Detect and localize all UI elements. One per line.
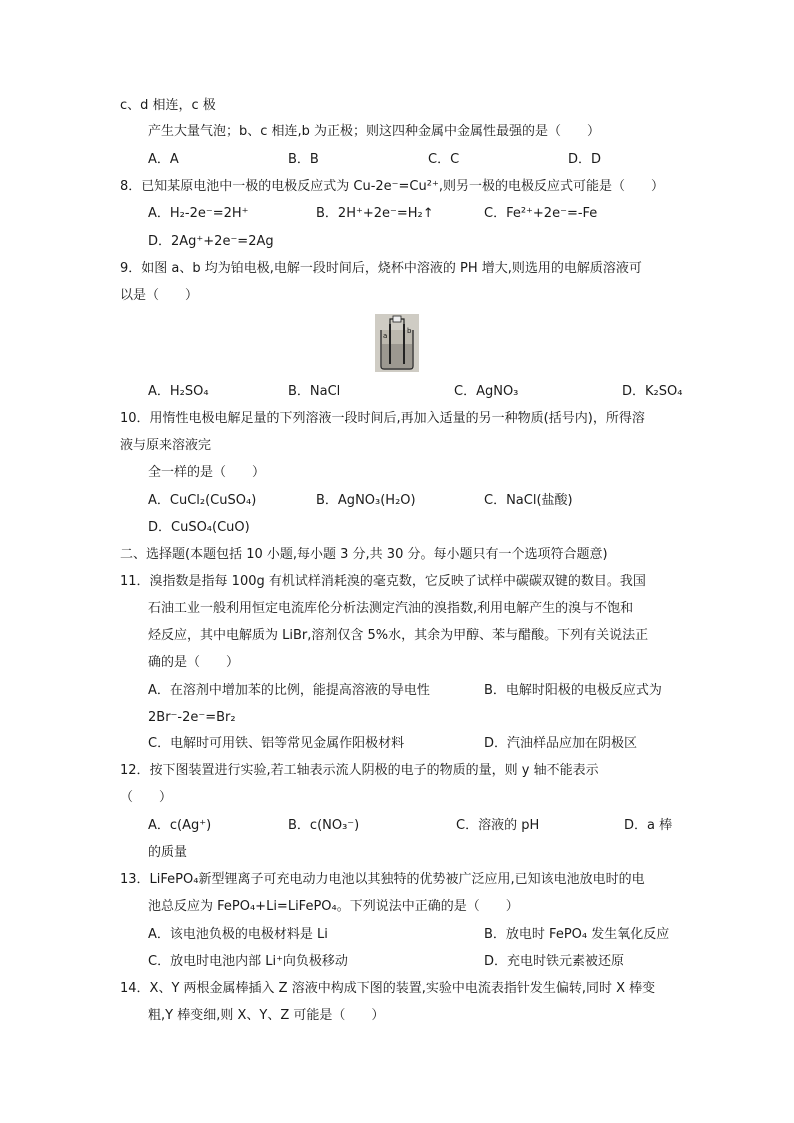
question-13: 13．LiFePO₄新型锂离子可充电动力电池以其独特的优势被广泛应用,已知该电池放电时的电 <box>120 872 645 887</box>
option-c: C．NaCl(盐酸) <box>484 493 573 508</box>
question-8: 8．已知某原电池中一极的电极反应式为 Cu-2e⁻=Cu²⁺,则另一极的电极反应式可能是（ ） <box>120 179 664 194</box>
option-d: D．2Ag⁺+2e⁻=2Ag <box>148 234 274 249</box>
label-a: a <box>383 332 388 340</box>
option-c: C．C <box>428 152 460 167</box>
option-a: A．A <box>148 152 179 167</box>
question-12: 12．按下图装置进行实验,若工轴表示流人阴极的电子的物质的量，则 y 轴不能表示 <box>120 763 599 778</box>
option-d: D．K₂SO₄ <box>622 384 683 399</box>
label-b: b <box>407 327 412 335</box>
question-10: 10．用惰性电极电解足量的下列溶液一段时间后,再加入适量的另一种物质(括号内)，所得溶 <box>120 411 645 426</box>
option-a: A．c(Ag⁺) <box>148 818 212 833</box>
option-b: B．NaCl <box>288 384 341 399</box>
option-a: A．该电池负极的电极材料是 Li <box>148 927 328 942</box>
option-b: B．B <box>288 152 319 167</box>
option-a: A．H₂-2e⁻=2H⁺ <box>148 206 249 221</box>
text-line: （ ） <box>120 790 173 805</box>
text-line: 池总反应为 FePO₄+Li=LiFePO₄。下列说法中正确的是（ ） <box>148 899 519 914</box>
option-d: D．充电时铁元素被还原 <box>484 954 625 969</box>
option-c: C．Fe²⁺+2e⁻=-Fe <box>484 206 598 221</box>
option-c: C．电解时可用铁、铝等常见金属作阳极材料 <box>148 736 405 751</box>
text-line: 石油工业一般利用恒定电流库伦分析法测定汽油的溴指数,利用电解产生的溴与不饱和 <box>148 601 634 616</box>
text-line: c、d 相连，c 极 <box>120 98 216 113</box>
text-line: 确的是（ ） <box>148 655 240 670</box>
option-d: D．D <box>568 152 602 167</box>
question-14: 14．X、Y 两根金属棒插入 Z 溶液中构成下图的装置,实验中电流表指针发生偏转,同时 X 棒变 <box>120 981 656 996</box>
question-11: 11．溴指数是指每 100g 有机试样消耗溴的毫克数，它反映了试样中碳碳双键的数目。我国 <box>120 574 646 589</box>
option-b: B．2H⁺+2e⁻=H₂↑ <box>316 206 434 221</box>
option-a: A．在溶剂中增加苯的比例，能提高溶液的导电性 <box>148 683 430 698</box>
option-c: C．AgNO₃ <box>454 384 519 399</box>
option-b: B．c(NO₃⁻) <box>288 818 360 833</box>
text-line: 烃反应，其中电解质为 LiBr,溶剂仅含 5%水，其余为甲醇、苯与醋酸。下列有关说法正 <box>148 628 649 643</box>
electrolysis-figure <box>375 314 419 372</box>
text-line: 的质量 <box>148 845 188 860</box>
option-b: B．AgNO₃(H₂O) <box>316 493 416 508</box>
option-b: B．放电时 FePO₄ 发生氧化反应 <box>484 927 670 942</box>
option-d: D．汽油样品应加在阴极区 <box>484 736 638 751</box>
option-d: D．CuSO₄(CuO) <box>148 520 250 535</box>
option-a: A．H₂SO₄ <box>148 384 209 399</box>
option-a: A．CuCl₂(CuSO₄) <box>148 493 257 508</box>
section-heading: 二、选择题(本题包括 10 小题,每小题 3 分,共 30 分。每小题只有一个选项符合题意) <box>120 547 608 562</box>
option-c: C．溶液的 pH <box>456 818 540 833</box>
text-line: 以是（ ） <box>120 288 199 303</box>
text-line: 全一样的是（ ） <box>148 465 266 480</box>
text-line: 粗,Y 棒变细,则 X、Y、Z 可能是（ ） <box>148 1008 385 1023</box>
option-c: C．放电时电池内部 Li⁺向负极移动 <box>148 954 348 969</box>
text-line: 2Br⁻-2e⁻=Br₂ <box>148 710 236 725</box>
question-9: 9．如图 a、b 均为铂电极,电解一段时间后，烧杯中溶液的 PH 增大,则选用的电解质溶液可 <box>120 261 642 276</box>
option-b: B．电解时阳极的电极反应式为 <box>484 683 662 698</box>
option-d: D．a 棒 <box>624 818 673 833</box>
text-line: 产生大量气泡；b、c 相连,b 为正极；则这四种金属中金属性最强的是（ ） <box>148 124 601 139</box>
text-line: 液与原来溶液完 <box>120 438 212 453</box>
